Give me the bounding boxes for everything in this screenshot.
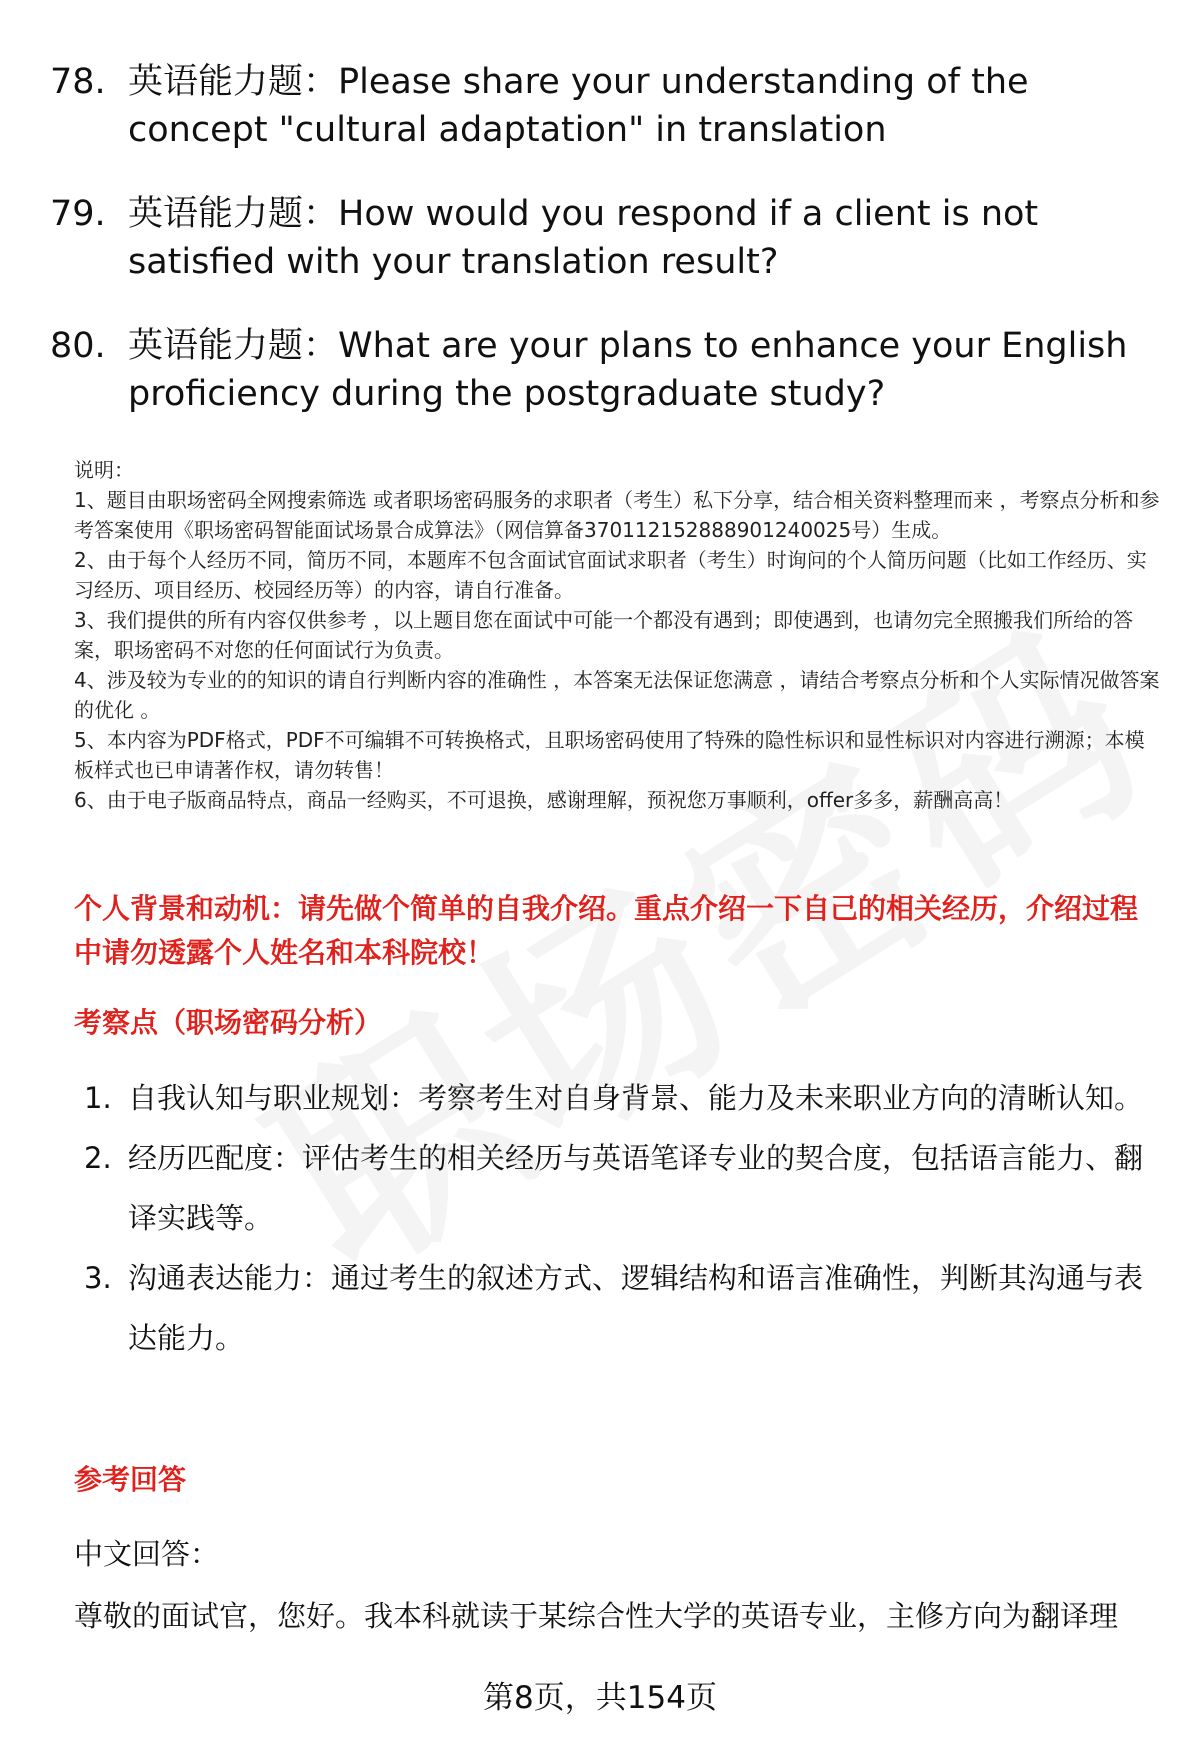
question-number: 79. — [50, 194, 106, 234]
key-point-text: 经历匹配度：评估考生的相关经历与英语笔译专业的契合度，包括语言能力、翻译实践等。 — [128, 1141, 1144, 1235]
question-number: 78. — [50, 62, 106, 102]
key-point-text: 沟通表达能力：通过考生的叙述方式、逻辑结构和语言准确性，判断其沟通与表达能力。 — [128, 1261, 1144, 1355]
question-item — [50, 322, 1160, 418]
key-point-number: 1. — [84, 1081, 112, 1115]
note-item: 1、题目由职场密码全网搜索筛选 或者职场密码服务的求职者（考生）私下分享，结合相关资料整理而来 ，考察点分析和参考答案使用《职场密码智能面试场景合成算法》（网信算备370112152888901240025号）生成。 — [74, 488, 1160, 542]
question-list — [50, 58, 1160, 454]
question-item — [50, 58, 1160, 154]
key-point-item — [84, 1248, 1164, 1368]
note-item: 4、涉及较为专业的的知识的请自行判断内容的准确性 ，本答案无法保证您满意 ，请结合考察点分析和个人实际情况做答案的优化 。 — [74, 668, 1160, 722]
key-point-item — [84, 1128, 1164, 1248]
note-item: 5、本内容为PDF格式，PDF不可编辑不可转换格式，且职场密码使用了特殊的隐性标识和显性标识对内容进行溯源；本模板样式也已申请著作权，请勿转售！ — [74, 728, 1145, 782]
key-point-text: 自我认知与职业规划：考察考生对自身背景、能力及未来职业方向的清晰认知。 — [128, 1081, 1144, 1115]
question-text: 英语能力题：How would you respond if a client is not satisfied with your translation result? — [128, 194, 1039, 282]
reference-answer-title: 参考回答 — [74, 1463, 187, 1496]
notes-title: 说明： — [74, 458, 134, 482]
key-point-number: 2. — [84, 1141, 112, 1175]
key-points-list — [84, 1068, 1164, 1368]
key-point-item — [84, 1068, 1164, 1128]
chinese-answer-label: 中文回答： — [74, 1537, 220, 1571]
notes-section — [74, 455, 1164, 815]
question-number: 80. — [50, 326, 106, 366]
motive-question: 个人背景和动机：请先做个简单的自我介绍。重点介绍一下自己的相关经历，介绍过程中请勿透露个人姓名和本科院校！ — [74, 892, 1139, 969]
question-text: 英语能力题：What are your plans to enhance your English proficiency during the postgraduate study? — [128, 326, 1128, 414]
note-item: 3、我们提供的所有内容仅供参考 ，以上题目您在面试中可能一个都没有遇到；即使遇到，也请勿完全照搬我们所给的答案，职场密码不对您的任何面试行为负责。 — [74, 608, 1134, 662]
question-item — [50, 190, 1160, 286]
key-point-number: 3. — [84, 1261, 112, 1295]
key-points-title: 考察点（职场密码分析） — [74, 1006, 383, 1039]
question-text: 英语能力题：Please share your understanding of the concept "cultural adaptation" in translation — [128, 62, 1029, 150]
note-item: 2、由于每个人经历不同，简历不同，本题库不包含面试官面试求职者（考生）时询问的个人简历问题（比如工作经历、实习经历、项目经历、校园经历等）的内容，请自行准备。 — [74, 548, 1147, 602]
chinese-answer-text: 尊敬的面试官，您好。我本科就读于某综合性大学的英语专业，主修方向为翻译理 — [74, 1599, 1119, 1633]
note-item: 6、由于电子版商品特点，商品一经购买，不可退换，感谢理解，预祝您万事顺利，offer多多，薪酬高高！ — [74, 788, 1014, 812]
page-number: 第8页，共154页 — [483, 1680, 717, 1716]
